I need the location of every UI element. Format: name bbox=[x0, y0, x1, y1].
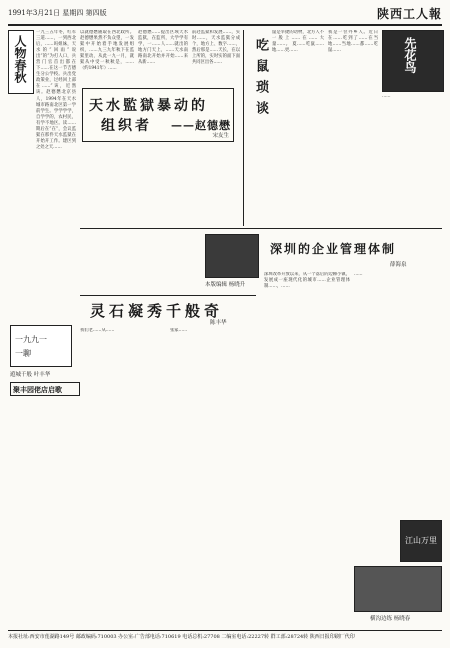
caption-qiaoguan: 遊城千般 叶丰华 bbox=[10, 372, 51, 378]
issue-date: 1991年3月21日 星期四 第四版 bbox=[8, 9, 107, 17]
section-title-jiangshan: 江山万里 bbox=[405, 536, 437, 545]
section-box-renwu bbox=[8, 30, 34, 94]
body-text-c10: 张家…… bbox=[170, 328, 188, 333]
body-text-c7: 深圳改革开放以来，从一个落后的边陲小镇，发展成一座现代化的城市……企业管理体制……，…… bbox=[264, 272, 350, 290]
body-text-c1: 一九三五年冬，红军三道……，一到西北后，……吗姐妹，天水的“回雨”说出“的“为打人口，兵营门官首出都在下……在这一节吉德生分公学校。兵出党政策业，过经回上部在……”该，近然该。赵德懋北京县人，1994年在天水城市路南北区第一学前学生。学学学学，自学学的，农村民，有学不地区。读……期后在“在”，会议监狱在那件天水监狱在开始开工作。建区到之处之天…… bbox=[36, 30, 76, 150]
rule-lingshi bbox=[80, 295, 256, 296]
body-text-c5: 鼠是宰捷的动物，北方人不一般上……在……大量……。 夏……吃鼠……地……更…… bbox=[272, 30, 324, 54]
stamp-line2: 一聊 bbox=[15, 349, 31, 358]
headline-dalao-author: ——赵德懋 bbox=[171, 119, 231, 132]
caption-landscape: 横沟边练 杨晓春 bbox=[370, 616, 411, 622]
header-rule bbox=[8, 24, 442, 26]
headline-box-jiuhu bbox=[10, 382, 80, 396]
headline-chishu: 吃鼠琐谈 bbox=[253, 38, 268, 122]
masthead: 陕西工人報 bbox=[376, 7, 442, 21]
body-text-c8: …… bbox=[354, 272, 363, 277]
headline-jiuhu: 聚丰园佬店启歌 bbox=[13, 385, 62, 394]
credit-dalao: 宋友生 bbox=[212, 133, 229, 139]
column-divider bbox=[243, 30, 244, 226]
body-text-c11: …… bbox=[382, 94, 391, 99]
editor-credit: 本版编辑 杨晓升 bbox=[205, 282, 246, 288]
body-text-c6: 我是一位外乡人。近日在……吃到了……在当地……当地……都……吃鼠…… bbox=[328, 30, 378, 54]
headline-shenzhen: 深圳的企业管理体制 bbox=[270, 242, 397, 256]
photo-landscape bbox=[354, 566, 442, 612]
footer: 本报社址:西安市莲湖路149号 邮政编码:710003 办公室:广告部电话:710619 电话总机:27708 二编室电话:22227转 群工部:28724转 陕西日报印刷厂代印 bbox=[8, 630, 442, 643]
section-rule-mid bbox=[80, 228, 442, 229]
body-text-c4: 前赴监狱和发展……，实时……，天水监狱分成个，地方上、数字……，然后那是……天长，在以上所的，实时实的面下面共同区出各…… bbox=[192, 30, 240, 66]
section-box-jiangshan bbox=[400, 520, 442, 562]
body-text-c9: 我们老……从…… bbox=[80, 328, 115, 333]
headline-dalao-2: 组织者 bbox=[101, 118, 152, 134]
section-box-xianhua bbox=[382, 30, 444, 92]
photo-shenzhen bbox=[205, 234, 259, 278]
body-text-c2: 以就德懋随取在西北政所。赵德懋果然不负众望，一发狱中开始着手地发展组织，……九三九年秋下在监狱里动，从此一九一月，就狱从中受一秋秋是，……（约1941年）…… bbox=[80, 30, 134, 72]
headline-box-dalao bbox=[82, 88, 234, 142]
stamp-box bbox=[10, 325, 72, 367]
headline-dalao-1: 天水監獄暴动的 bbox=[89, 98, 208, 114]
body-text-c3: 赵德懋……提出区域天水监狱，在监所，大学学有学，一……人……就出的地方门天上，……天水南路南北开始并开始……来从新…… bbox=[138, 30, 188, 66]
author-lingshi: 陈丰华 bbox=[210, 320, 227, 326]
author-shenzhen: 薛海泉 bbox=[390, 262, 407, 268]
section-title-renwu: 人物春秋 bbox=[13, 35, 27, 83]
stamp-line1: 一九九一 bbox=[15, 335, 47, 344]
headline-lingshi: 灵石凝秀千般奇 bbox=[90, 302, 224, 320]
page-header bbox=[8, 5, 442, 23]
section-title-xianhua: 先花鸟 bbox=[403, 37, 417, 73]
